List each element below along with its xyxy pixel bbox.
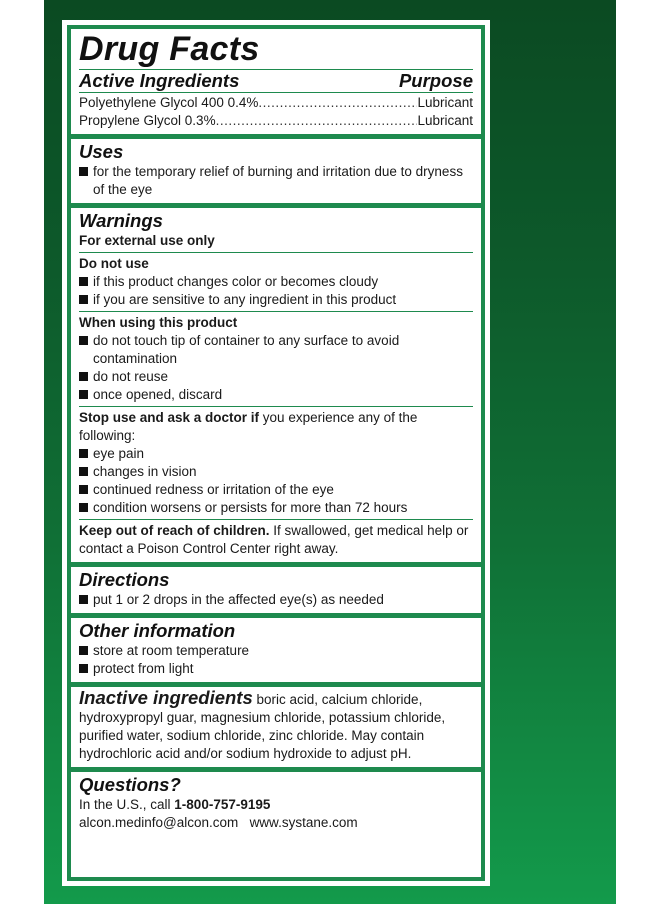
list-item (79, 463, 473, 481)
active-header-row (79, 70, 473, 92)
list-item (79, 163, 473, 199)
warnings-box (71, 208, 481, 562)
bullet-icon (79, 167, 88, 176)
other-info-box (71, 618, 481, 682)
list-item (79, 291, 473, 309)
list-item-text: continued redness or irritation of the eye (93, 482, 334, 497)
ingredient-row (79, 94, 473, 112)
inactive-paragraph (79, 689, 473, 763)
stop-use-paragraph (79, 409, 473, 445)
list-item-text: condition worsens or persists for more than 72 hours (93, 500, 408, 515)
page-title: Drug Facts (79, 30, 260, 68)
active-heading: Active Ingredients (79, 70, 240, 91)
divider (79, 406, 473, 407)
list-item-text: once opened, discard (93, 387, 223, 402)
email-link[interactable]: alcon.medinfo@alcon.com (79, 815, 239, 830)
keep-out-heading: Keep out of reach of children. (79, 523, 270, 538)
list-item (79, 660, 473, 678)
warnings-heading: Warnings (79, 210, 163, 231)
divider (79, 92, 473, 93)
keep-out-paragraph (79, 522, 473, 558)
list-item (79, 273, 473, 291)
list-item-text: protect from light (93, 661, 194, 676)
uses-heading: Uses (79, 141, 124, 162)
list-item-text: eye pain (93, 446, 145, 461)
contact-line (79, 814, 473, 832)
questions-heading: Questions? (79, 774, 181, 795)
bullet-icon (79, 595, 88, 604)
keep-out-text: If swallowed, get medical help or contact a Poison Control Center right away. (79, 523, 469, 556)
bullet-icon (79, 485, 88, 494)
bullet-icon (79, 503, 88, 512)
do-not-use-heading: Do not use (79, 256, 149, 271)
list-item (79, 445, 473, 463)
inactive-ingredients-box (71, 687, 481, 767)
bullet-icon (79, 467, 88, 476)
list-item (79, 368, 473, 386)
list-item-text: changes in vision (93, 464, 197, 479)
list-item-text: put 1 or 2 drops in the affected eye(s) as needed (93, 592, 384, 607)
phone-number: 1-800-757-9195 (174, 797, 271, 812)
list-item (79, 386, 473, 404)
list-item-text: store at room temperature (93, 643, 250, 658)
directions-box (71, 567, 481, 613)
bullet-icon (79, 295, 88, 304)
divider (79, 252, 473, 253)
bullet-icon (79, 449, 88, 458)
ingredient-purpose: Lubricant (417, 113, 473, 128)
bullet-icon (79, 646, 88, 655)
ingredient-name: Polyethylene Glycol 400 0.4% (79, 95, 259, 110)
dot-leader (216, 112, 418, 130)
directions-heading: Directions (79, 569, 170, 590)
label-frame (67, 25, 485, 881)
active-ingredients-box (71, 29, 481, 134)
stop-use-heading: Stop use and ask a doctor if (79, 410, 260, 425)
drug-facts-label (62, 20, 490, 886)
bullet-icon (79, 336, 88, 345)
list-item-text: for the temporary relief of burning and irritation due to dryness of the eye (93, 164, 463, 197)
list-item (79, 481, 473, 499)
uses-box (71, 139, 481, 203)
list-item-text: if this product changes color or becomes cloudy (93, 274, 379, 289)
purpose-heading: Purpose (398, 70, 473, 91)
inactive-text: boric acid, calcium chloride, hydroxypropyl guar, magnesium chloride, potassium chloride, purified water, sodium chloride, zinc chloride. May contain hydrochloric acid and/or sodium hydroxide to adjust pH. (79, 692, 446, 761)
bullet-icon (79, 372, 88, 381)
ingredient-purpose: Lubricant (417, 95, 473, 110)
phone-prefix: In the U.S., call (79, 797, 175, 812)
other-info-heading: Other information (79, 620, 236, 641)
bullet-icon (79, 277, 88, 286)
bullet-icon (79, 664, 88, 673)
external-use-text: For external use only (79, 233, 215, 248)
ingredient-name: Propylene Glycol 0.3% (79, 113, 216, 128)
website-link[interactable]: www.systane.com (249, 815, 358, 830)
bullet-icon (79, 390, 88, 399)
stop-use-text: you experience any of the following: (79, 410, 418, 443)
divider (79, 519, 473, 520)
questions-box (71, 772, 481, 877)
ingredient-row (79, 112, 473, 130)
divider (79, 311, 473, 312)
list-item-text: do not touch tip of container to any surface to avoid contamination (93, 333, 400, 366)
list-item (79, 642, 473, 660)
when-using-heading: When using this product (79, 315, 238, 330)
list-item (79, 591, 473, 609)
inactive-heading: Inactive ingredients (79, 687, 253, 708)
dot-leader (258, 94, 417, 112)
list-item (79, 499, 473, 517)
phone-line (79, 796, 473, 814)
list-item (79, 332, 473, 368)
list-item-text: if you are sensitive to any ingredient in this product (93, 292, 397, 307)
list-item-text: do not reuse (93, 369, 169, 384)
